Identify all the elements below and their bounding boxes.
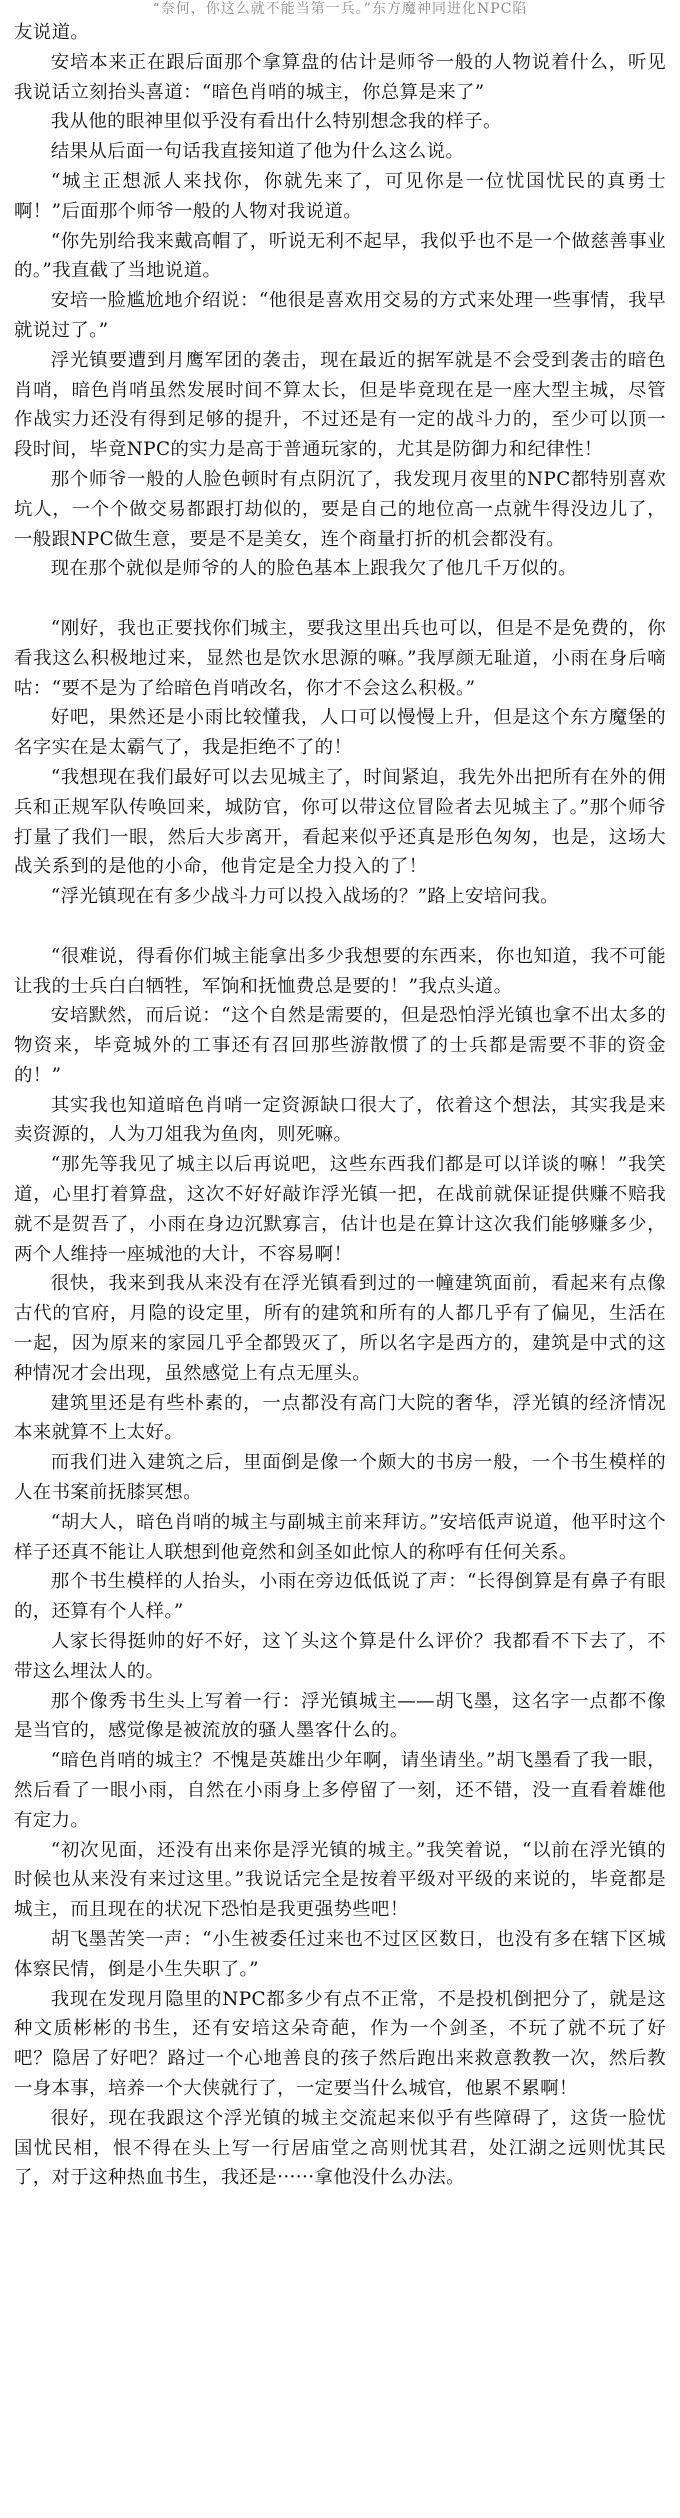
paragraph: 我从他的眼神里似乎没有看出什么特别想念我的样子。 bbox=[50, 111, 502, 133]
paragraph: 我现在发现月隐里的NPC都多少有点不正常，不是投机倒把分了，就是这种文质彬彬的书生，还有安培这朵奇葩，作为一个剑圣，不玩了就不玩了好吧？隐居了好吧？路过一个心地善良的孩子然后跑出来救意教教一次，然后教一身本事，培养一个大侠就行了，一定要当什么城官，他累不累啊！ bbox=[14, 1988, 666, 2099]
paragraph: 安培本来正在跟后面那个拿算盘的估计是师爷一般的人物说着什么，听见我说话立刻抬头喜道：“暗色肖哨的城主，你总算是来了” bbox=[14, 51, 666, 103]
paragraph: 胡飞墨苦笑一声：“小生被委任过来也不过区区数日，也没有多在辖下区城体察民情，倒是小生失职了。” bbox=[14, 1929, 666, 1980]
paragraph: 人家长得挺帅的好不好，这丫头这个算是什么评价？我都看不下去了，不带这么埋汰人的。 bbox=[14, 1631, 666, 1682]
chapter-text bbox=[14, 18, 666, 2193]
paragraph: 好吧，果然还是小雨比较懂我，人口可以慢慢上升，但是这个东方魔堡的名字实在是太霸气了，我是拒绝不了的！ bbox=[14, 707, 666, 759]
paragraph-gap bbox=[14, 584, 666, 614]
paragraph: “那先等我见了城主以后再说吧，这些东西我们都是可以详谈的嘛！”我笑道，心里打着算盘，这次不好好敲诈浮光镇一把，在战前就保证提供赚不赔我就不是贺吾了，小雨在身边沉默寡言，估计也是在算计这次我们能够赚多少，两个人维持一座城池的大计，不容易啊！ bbox=[14, 1154, 666, 1265]
paragraph: 很快，我来到我从来没有在浮光镇看到过的一幢建筑面前，看起来有点像古代的官府，月隐的设定里，所有的建筑和所有的人都几乎有了偏见，生活在一起，因为原来的家园几乎全都毁灭了，所以名字是西方的，建筑是中式的这种情况才会出现，虽然感觉上有点无厘头。 bbox=[14, 1273, 666, 1384]
paragraph: “初次见面，还没有出来你是浮光镇的城主。”我笑着说，“以前在浮光镇的时候也从来没有来过这里。”我说话完全是按着平级对平级的来说的，毕竟都是城主，而且现在的状况下恐怕是我更强势些吧！ bbox=[14, 1839, 666, 1921]
paragraph: 友说道。 bbox=[14, 22, 90, 43]
paragraph: “你先别给我来戴高帽了，听说无利不起早，我似乎也不是一个做慈善事业的。”我直截了当地说道。 bbox=[14, 230, 666, 282]
paragraph: 现在那个就似是师爷的人的脸色基本上跟我欠了他几千万似的。 bbox=[50, 558, 577, 580]
paragraph: 很好，现在我跟这个浮光镇的城主交流起来似乎有些障碍了，这货一脸忧国忧民相，恨不得在头上写一行居庙堂之高则忧其君，处江湖之远则忧其民了，对于这种热血书生，我还是······拿他没什么办法。 bbox=[14, 2107, 666, 2189]
paragraph: 浮光镇要遭到月鹰军团的袭击，现在最近的据军就是不会受到袭击的暗色肖哨，暗色肖哨虽然发展时间不算太长，但是毕竟现在是一座大型主城，尽管作战实力还没有得到足够的提升，不过还是有一定的战斗力的，至少可以顶一段时间，毕竟NPC的实力是高于普通玩家的，尤其是防御力和纪律性！ bbox=[14, 349, 666, 461]
paragraph: “我想现在我们最好可以去见城主了，时间紧迫，我先外出把所有在外的佣兵和正规军队传唤回来，城防官，你可以带这位冒险者去见城主了。”那个师爷打量了我们一眼，然后大步离开，看起来似乎还真是形色匆匆，也是，这场大战关系到的是他的小命，他肯定是全力投入的了！ bbox=[14, 766, 666, 878]
paragraph: 安培一脸尴尬地介绍说：“他很是喜欢用交易的方式来处理一些事情，我早就说过了。” bbox=[14, 290, 666, 341]
paragraph: 而我们进入建筑之后，里面倒是像一个颇大的书房一般，一个书生模样的人在书案前抚膝冥想。 bbox=[14, 1452, 666, 1504]
paragraph: 安培默然，而后说：“这个自然是需要的，但是恐怕浮光镇也拿不出太多的物资来，毕竟城外的工事还有召回那些游散惯了的士兵都是需要不菲的资金的！” bbox=[14, 1005, 666, 1086]
paragraph: “暗色肖哨的城主？不愧是英雄出少年啊，请坐请坐。”胡飞墨看了我一眼，然后看了一眼小雨，自然在小雨身上多停留了一刻，还不错，没一直看着雄他有定力。 bbox=[14, 1750, 666, 1831]
paragraph: 那个书生模样的人抬头，小雨在旁边低低说了声：“长得倒算是有鼻子有眼的，还算有个人样。” bbox=[14, 1571, 666, 1623]
paragraph: “胡大人，暗色肖哨的城主与副城主前来拜访。”安培低声说道，他平时这个样子还真不能让人联想到他竟然和剑圣如此惊人的称呼有任何关系。 bbox=[14, 1511, 666, 1563]
paragraph: “浮光镇现在有多少战斗力可以投入战场的？”路上安培问我。 bbox=[50, 886, 559, 908]
paragraph: “很难说，得看你们城主能拿出多少我想要的东西来，你也知道，我不可能让我的士兵白白牺牲，军饷和抚恤费总是要的！”我点头道。 bbox=[14, 945, 666, 997]
paragraph: 那个师爷一般的人脸色顿时有点阴沉了，我发现月夜里的NPC都特别喜欢坑人，一个个做交易都跟打劫似的，要是自己的地位高一点就牛得没边儿了，一般跟NPC做生意，要是不是美女，连个商量打折的机会都没有。 bbox=[14, 468, 666, 550]
paragraph-gap bbox=[14, 912, 666, 942]
paragraph: “城主正想派人来找你，你就先来了，可见你是一位忧国忧民的真勇士啊！”后面那个师爷一般的人物对我说道。 bbox=[14, 170, 666, 222]
page-header: “奈何，你这么就不能当第一兵。”东方魔神同进化NPC陷 bbox=[152, 1, 528, 17]
paragraph: 那个像秀书生头上写着一行：浮光镇城主——胡飞墨，这名字一点都不像是当官的，感觉像是被流放的骚人墨客什么的。 bbox=[14, 1690, 666, 1742]
paragraph: 结果从后面一句话我直接知道了他为什么这么说。 bbox=[50, 141, 465, 163]
paragraph: 其实我也知道暗色肖哨一定资源缺口很大了，依着这个想法，其实我是来卖资源的，人为刀俎我为鱼肉，则死嘛。 bbox=[14, 1094, 666, 1146]
paragraph: “刚好，我也正要找你们城主，要我这里出兵也可以，但是不是免费的，你看我这么积极地过来，显然也是饮水思源的嘛。”我厚颜无耻道，小雨在身后嘀咕：“要不是为了给暗色肖哨改名，你才不会这么积极。” bbox=[14, 617, 666, 699]
paragraph: 建筑里还是有些朴素的，一点都没有高门大院的奢华，浮光镇的经济情况本来就算不上太好。 bbox=[14, 1392, 666, 1444]
